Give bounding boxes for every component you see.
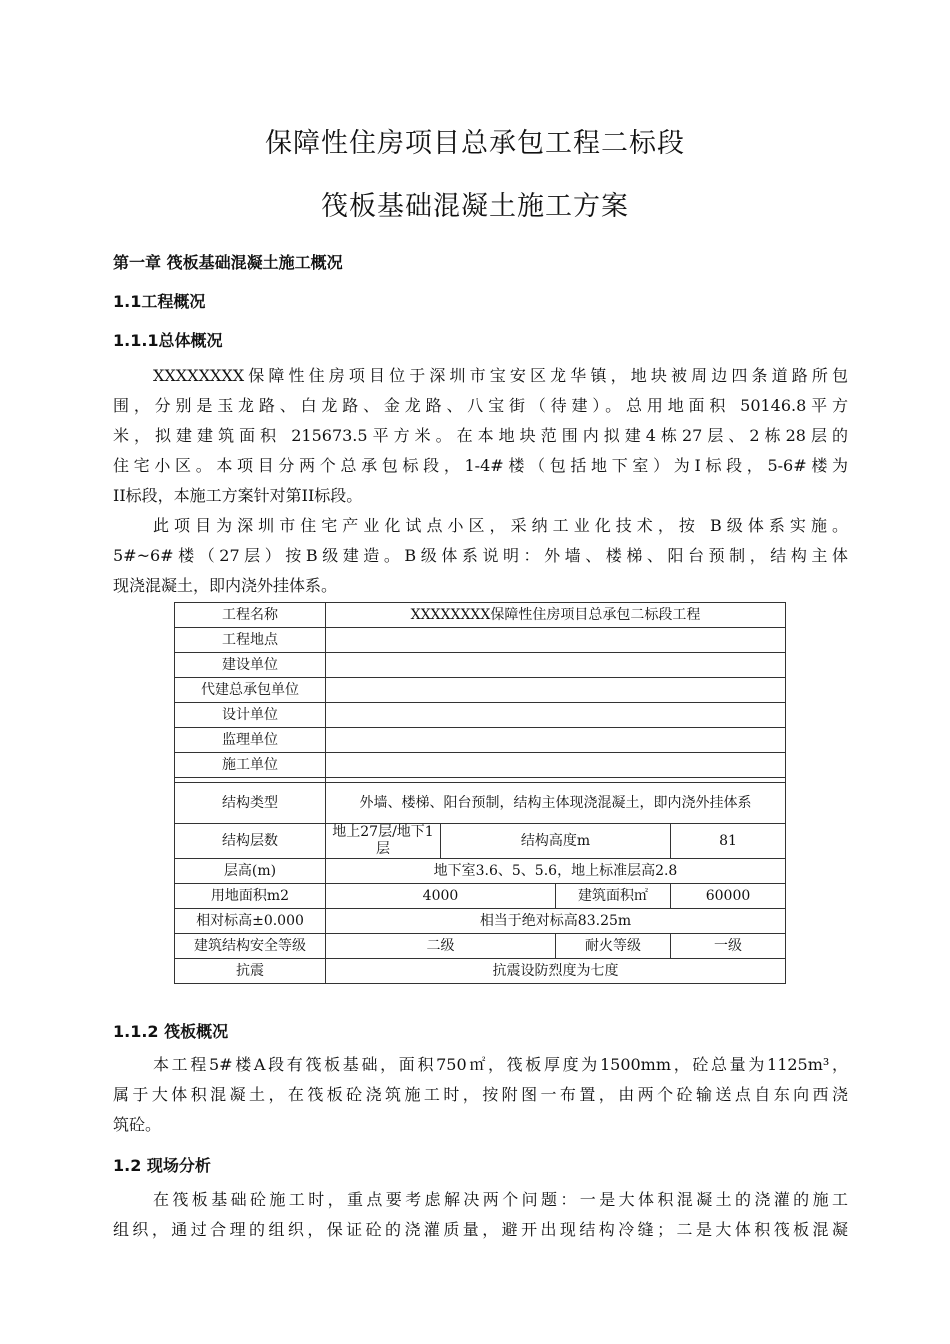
table-value-cell — [326, 703, 786, 728]
table-label-cell: 结构层数 — [175, 824, 326, 859]
text-line: 属于大体积混凝土，在筏板砼浇筑施工时，按附图一布置，由两个砼输送点自东向西浇 — [113, 1085, 848, 1104]
table-row — [175, 753, 786, 778]
doc-title-line2: 筏板基础混凝土施工方案 — [321, 191, 629, 222]
table-value-cell: 相当于绝对标高83.25m — [326, 909, 786, 934]
table-value-cell: 地上27层/地下1层 — [326, 824, 441, 859]
text-line: 本工程5#楼A段有筏板基础，面积750㎡，筏板厚度为1500mm，砼总量为1125m³， — [153, 1055, 848, 1074]
project-info-table — [174, 602, 786, 984]
table-label-cell: 结构高度m — [441, 824, 671, 859]
text-line: 5#~6#楼（27层）按B级建造。B级体系说明：外墙、楼梯、阳台预制，结构主体 — [113, 546, 848, 565]
table-value-cell — [326, 753, 786, 778]
table-row — [175, 934, 786, 959]
paragraph-raft — [113, 1050, 848, 1140]
table-label-cell: 耐火等级 — [556, 934, 671, 959]
text-line: 现浇混凝土，即内浇外挂体系。 — [113, 576, 338, 595]
table-row — [175, 653, 786, 678]
text-line: 住宅小区。本项目分两个总承包标段，1-4#楼（包括地下室）为I标段，5-6#楼为 — [113, 456, 848, 475]
table-value-cell: 抗震设防烈度为七度 — [326, 959, 786, 984]
paragraph-site-analysis — [113, 1185, 848, 1245]
text-line: 组织，通过合理的组织，保证砼的浇灌质量，避开出现结构冷缝；二是大体积筏板混凝 — [113, 1220, 848, 1239]
table-row — [175, 884, 786, 909]
table-label-cell: 相对标高±0.000 — [175, 909, 326, 934]
table-value-cell: 地下室3.6、5、5.6，地上标准层高2.8 — [326, 859, 786, 884]
table-label-cell: 结构类型 — [175, 783, 326, 824]
text-line: II标段，本施工方案针对第II标段。 — [113, 486, 363, 505]
text-line: 围，分别是玉龙路、白龙路、金龙路、八宝街（待建）。总用地面积 50146.8平方 — [113, 396, 848, 415]
table-label-cell: 监理单位 — [175, 728, 326, 753]
table-label-cell: 抗震 — [175, 959, 326, 984]
section-heading-1-1: 1.1工程概况 — [113, 292, 206, 311]
paragraph-pilot — [113, 511, 848, 601]
table-label-cell: 建设单位 — [175, 653, 326, 678]
table-label-cell: 用地面积m2 — [175, 884, 326, 909]
table-row — [175, 909, 786, 934]
table-value-cell: 60000 — [671, 884, 786, 909]
table-label-cell: 建筑结构安全等级 — [175, 934, 326, 959]
table-row — [175, 824, 786, 859]
table-row — [175, 728, 786, 753]
table-label-cell: 工程名称 — [175, 603, 326, 628]
chapter-heading: 第一章 筏板基础混凝土施工概况 — [113, 253, 343, 272]
table-row — [175, 703, 786, 728]
table-label-cell: 建筑面积㎡ — [556, 884, 671, 909]
table-value-cell — [326, 653, 786, 678]
table-row — [175, 859, 786, 884]
section-heading-1-1-2: 1.1.2 筏板概况 — [113, 1022, 229, 1041]
table-row — [175, 783, 786, 824]
text-line: 此项目为深圳市住宅产业化试点小区，采纳工业化技术，按 B级体系实施。 — [153, 516, 848, 535]
table-value-cell — [326, 628, 786, 653]
section-heading-1-1-1: 1.1.1总体概况 — [113, 331, 223, 350]
section-heading-1-2: 1.2 现场分析 — [113, 1156, 211, 1175]
paragraph-overview — [113, 361, 848, 511]
table-value-cell: 4000 — [326, 884, 556, 909]
table-value-cell — [326, 678, 786, 703]
table-value-cell: XXXXXXXX保障性住房项目总承包二标段工程 — [326, 603, 786, 628]
text-line: 在筏板基础砼施工时，重点要考虑解决两个问题：一是大体积混凝土的浇灌的施工 — [153, 1190, 848, 1209]
table-label-cell: 工程地点 — [175, 628, 326, 653]
table-value-cell: 外墙、楼梯、阳台预制，结构主体现浇混凝土，即内浇外挂体系 — [326, 783, 786, 824]
table-label-cell: 设计单位 — [175, 703, 326, 728]
doc-title-line1: 保障性住房项目总承包工程二标段 — [265, 128, 685, 159]
table-value-cell: 一级 — [671, 934, 786, 959]
text-line: 筑砼。 — [113, 1115, 162, 1134]
table-row — [175, 603, 786, 628]
table-row — [175, 678, 786, 703]
table-label-cell: 施工单位 — [175, 753, 326, 778]
table-label-cell: 代建总承包单位 — [175, 678, 326, 703]
text-line: 米，拟建建筑面积 215673.5平方米。在本地块范围内拟建4栋27层、2栋28层的 — [113, 426, 848, 445]
text-line: XXXXXXXX保障性住房项目位于深圳市宝安区龙华镇，地块被周边四条道路所包 — [153, 366, 848, 385]
table-row — [175, 628, 786, 653]
table-label-cell: 层高(m) — [175, 859, 326, 884]
table-value-cell — [326, 728, 786, 753]
table-value-cell: 二级 — [326, 934, 556, 959]
table-row — [175, 959, 786, 984]
table-value-cell: 81 — [671, 824, 786, 859]
